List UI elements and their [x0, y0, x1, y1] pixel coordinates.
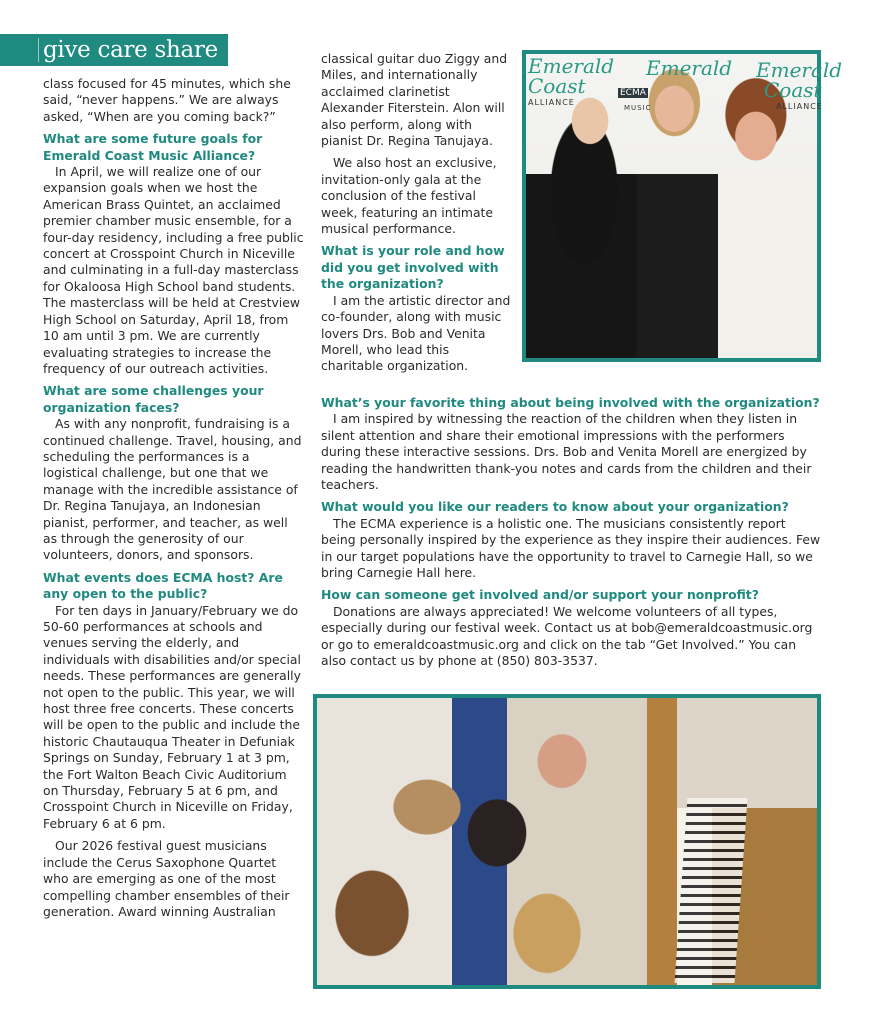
- paragraph: As with any nonprofit, fundraising is a continued challenge. Travel, housing, and scheduling the performances is a logistical challenge, but one that we manage with the incredible assistance of Dr. Regina Tanujaya, an Indonesian pianist, performer, and teacher, as well as through the generosity of our volunteers, donors, and sponsors.: [43, 416, 302, 563]
- question-heading: What events does ECMA host? Are any open to the public?: [43, 569, 283, 602]
- section-header: [0, 34, 228, 66]
- backdrop-text: MUSIC: [624, 104, 652, 112]
- backdrop-text: Emerald: [528, 54, 615, 78]
- gala-photo: [522, 50, 843, 362]
- paragraph: I am inspired by witnessing the reaction of the children when they listen in silent attention and share their emotional impressions with the performers during these interactive sessions. Drs. Bob and Venita Morell are energized by reading the handwritten thank-you notes and cards from the children and their teachers.: [321, 411, 812, 493]
- question-heading: How can someone get involved and/or support your nonprofit?: [321, 587, 759, 603]
- column-left: [43, 76, 305, 926]
- question-heading: What are some future goals for Emerald Coast Music Alliance?: [43, 131, 263, 163]
- paragraph: For ten days in January/February we do 50-60 performances at schools and venues serving the elderly, and individuals with disabilities and/or special needs. These performances are generally not open to the public. This year, we will host three free concerts. These concerts will be open to the public and include the historic Chautauqua Theater in Defuniak Springs on Sunday, February 1 at 3 pm, the Fort Walton Beach Civic Auditorium on Thursday, February 5 at 6 pm, and Crosspoint Church in Niceville on Friday, February 6 at 6 pm.: [43, 602, 301, 831]
- wide-section: [321, 395, 821, 676]
- header-divider: [38, 38, 39, 62]
- section-title: give care share: [43, 37, 218, 63]
- question-heading: What’s your favorite thing about being involved with the organization?: [321, 395, 820, 410]
- column-middle: [321, 51, 511, 381]
- paragraph: We also host an exclusive, invitation-only gala at the conclusion of the festival week, featuring an intimate musical performance.: [321, 155, 497, 237]
- backdrop-text: ALLIANCE: [776, 102, 823, 111]
- backdrop-text: ECMA: [620, 88, 646, 98]
- piano-keys: [675, 798, 748, 983]
- paragraph: Our 2026 festival guest musicians include the Cerus Saxophone Quartet who are emerging as one of the most compelling chamber ensembles of their generation. Award winning Australian: [43, 838, 290, 919]
- backdrop-text: Coast: [528, 74, 586, 98]
- paragraph: Donations are always appreciated! We welcome volunteers of all types, especially during our festival week. Contact us at bob@emeraldcoastmusic.org or go to emeraldcoastmusic.org and click on the tab “Get Involved.” You can also contact us by phone at (850) 803-3537.: [321, 603, 813, 669]
- question-heading: What would you like our readers to know about your organization?: [321, 499, 789, 515]
- backdrop-text: Emerald: [756, 58, 843, 82]
- backdrop-text: Coast: [764, 78, 822, 102]
- paragraph: classical guitar duo Ziggy and Miles, and internationally acclaimed clarinetist Alexander Fiterstein. Alon will also perform, along with pianist Dr. Regina Tanujaya.: [321, 51, 508, 149]
- paragraph: In April, we will realize one of our expansion goals when we host the American Brass Quintet, an acclaimed premier chamber music ensemble, for a four-day residency, including a free public concert at Crosspoint Church in Niceville and culminating in a full-day masterclass for Okaloosa High School band students. The masterclass will be held at Crestview High School on Saturday, April 18, from 10 am until 3 pm. We are currently evaluating strategies to increase the frequency of our outreach activities.: [43, 164, 304, 376]
- question-heading: What is your role and how did you get involved with the organization?: [321, 243, 505, 292]
- backdrop-text: ALLIANCE: [528, 98, 575, 107]
- classroom-piano-photo: [313, 694, 821, 989]
- question-heading: What are some challenges your organization faces?: [43, 383, 264, 415]
- paragraph: class focused for 45 minutes, which she said, “never happens.” We are always asked, “When are you coming back?”: [43, 76, 291, 124]
- paragraph: I am the artistic director and co-founder, along with music lovers Drs. Bob and Venita Morell, who lead this charitable organization.: [321, 292, 511, 374]
- backdrop-text: Emerald: [646, 56, 733, 80]
- paragraph: The ECMA experience is a holistic one. The musicians consistently report being personally inspired by the experience as they inspire their audiences. Few in our target populations have the opportunity to travel to Carnegie Hall, so we bring Carnegie Hall here.: [321, 515, 821, 581]
